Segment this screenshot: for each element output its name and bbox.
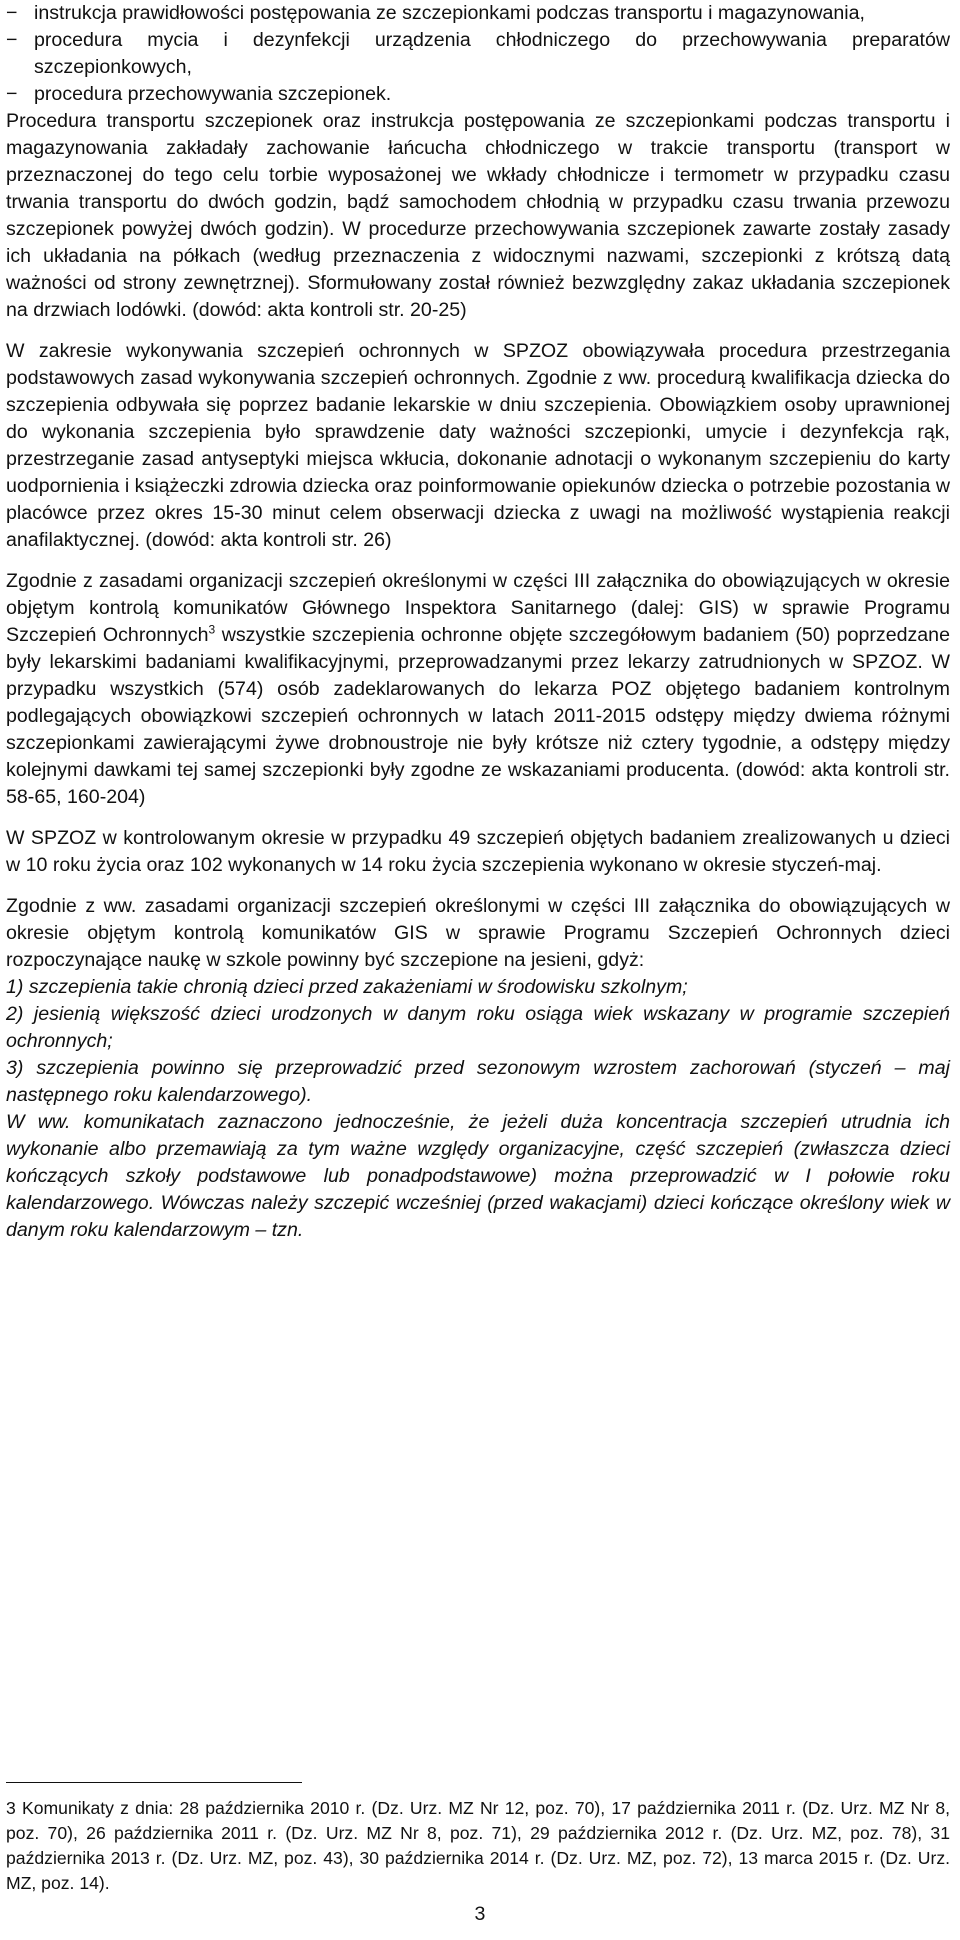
- paragraph-transport-procedure: Procedura transportu szczepionek oraz instrukcja postępowania ze szczepionkami podczas transportu i magazynowania zakładały zachowanie łańcucha chłodniczego w trakcie transportu (transport w przeznaczonej do tego celu torbie wyposażonej we wkłady chłodnicze i termometr w przypadku czasu trwania transportu do dwóch godzin, bądź samochodem chłodnią w przypadku czasu trwania przewozu szczepionek powyżej dwóch godzin). W procedurze przechowywania szczepionek zawarte zostały zasady ich układania na półkach (według przeznaczenia z widocznymi nazwami, szczepionki z krótszą datą ważności od strony zewnętrznej). Sformułowany został również bezwzględny zakaz układania szczepionek na drzwiach lodówki. (dowód: akta kontroli str. 20-25): [6, 110, 950, 321]
- footnote-reference[interactable]: 3: [208, 622, 216, 637]
- paragraph-vaccination-counts: W SPZOZ w kontrolowanym okresie w przypadku 49 szczepień objętych badaniem zrealizowanych u dzieci w 10 roku życia oraz 102 wykonanych w 14 roku życia szczepienia wykonano w okresie styczeń-maj.: [6, 827, 950, 876]
- numbered-item: 3) szczepienia powinno się przeprowadzić przed sezonowym wzrostem zachorowań (styczeń – maj następnego roku kalendarzowego).: [6, 1057, 950, 1106]
- document-page: [6, 0, 950, 1244]
- list-item-text: instrukcja prawidłowości postępowania ze szczepionkami podczas transportu i magazynowania,: [34, 2, 865, 24]
- list-item: [6, 27, 950, 81]
- paragraph-vaccination-rules: [6, 568, 950, 811]
- list-item: [6, 0, 950, 27]
- numbered-item: 1) szczepienia takie chronią dzieci przed zakażeniami w środowisku szkolnym;: [6, 976, 688, 998]
- paragraph-text: wszystkie szczepienia ochronne objęte szczegółowym badaniem (50) poprzedzane były lekarskimi badaniami kwalifikacyjnymi, przeprowadzanymi przez lekarzy zatrudnionych w SPZOZ. W przypadku wszystkich (574) osób zadeklarowanych do lekarza POZ objętego badaniem kontrolnym podlegających obowiązkowi szczepień ochronnych w latach 2011-2015 odstępy między dwiema różnymi szczepionkami zawierającymi żywe drobnoustroje nie były krótsze niż cztery tygodnie, a odstępy między kolejnymi dawkami tej samej szczepionki były zgodne ze wskazaniami producenta. (dowód: akta kontroli str. 58-65, 160-204): [6, 624, 950, 808]
- dash-bullet: −: [6, 29, 18, 51]
- footnote: [6, 1796, 950, 1896]
- paragraph-vaccination-procedure: W zakresie wykonywania szczepień ochronnych w SPZOZ obowiązywała procedura przestrzegania podstawowych zasad wykonywania szczepień ochronnych. Zgodnie z ww. procedurą kwalifikacja dziecka do szczepienia odbywała się poprzez badanie lekarskie w dniu szczepienia. Obowiązkiem osoby uprawnionej do wykonania szczepienia było sprawdzenie daty ważności szczepionki, umycie i dezynfekcja rąk, przestrzeganie zasad antyseptyki miejsca wkłucia, dokonanie adnotacji o wykonanym szczepieniu do karty uodpornienia i książeczki zdrowia dziecka oraz poinformowanie opiekunów dziecka o potrzebie pozostania w placówce przez okres 15-30 minut celem obserwacji dziecka z uwagi na możliwość wystąpienia reakcji anafilaktycznej. (dowód: akta kontroli str. 26): [6, 340, 950, 551]
- paragraph-communications-note: W ww. komunikatach zaznaczono jednocześnie, że jeżeli duża koncentracja szczepień utrudnia ich wykonanie albo przemawiają za tym ważne względy organizacyjne, część szczepień (zwłaszcza dzieci kończących szkoły podstawowe lub ponadpodstawowe) można przeprowadzić w I połowie roku kalendarzowego. Wówczas należy szczepić wcześniej (przed wakacjami) dzieci kończące określony wiek w danym roku kalendarzowym – tzn.: [6, 1111, 950, 1241]
- footnote-text: Komunikaty z dnia: 28 października 2010 r. (Dz. Urz. MZ Nr 12, poz. 70), 17 października 2011 r. (Dz. Urz. MZ Nr 8, poz. 70), 26 października 2011 r. (Dz. Urz. MZ Nr 8, poz. 71), 29 października 2012 r. (Dz. Urz. MZ, poz. 78), 31 października 2013 r. (Dz. Urz. MZ, poz. 43), 30 października 2014 r. (Dz. Urz. MZ, poz. 72), 13 marca 2015 r. (Dz. Urz. MZ, poz. 14).: [6, 1798, 950, 1893]
- list-item-text: procedura przechowywania szczepionek.: [34, 83, 392, 105]
- dash-bullet: −: [6, 2, 18, 24]
- procedure-list: [6, 0, 950, 108]
- paragraph-school-vaccination: Zgodnie z ww. zasadami organizacji szczepień określonymi w części III załącznika do obowiązujących w okresie objętym kontrolą komunikatów GIS w sprawie Programu Szczepień Ochronnych dzieci rozpoczynające naukę w szkole powinny być szczepione na jesieni, gdyż:: [6, 895, 950, 971]
- list-item-text: procedura mycia i dezynfekcji urządzenia chłodniczego do przechowywania preparatów szczepionkowych,: [34, 29, 950, 78]
- paragraph-text: Zgodnie z zasadami organizacji szczepień określonymi w części III załącznika do obowiązujących w okresie objętym kontrolą komunikatów Głównego Inspektora Sanitarnego (dalej: GIS) w sprawie Programu Szczepień Ochronnych: [6, 570, 950, 646]
- numbered-item: 2) jesienią większość dzieci urodzonych w danym roku osiąga wiek wskazany w programie szczepień ochronnych;: [6, 1003, 950, 1052]
- page-number: 3: [474, 1903, 486, 1925]
- dash-bullet: −: [6, 83, 18, 105]
- footnote-number: 3: [6, 1798, 16, 1818]
- list-item: [6, 81, 950, 108]
- footnote-separator: [6, 1782, 302, 1783]
